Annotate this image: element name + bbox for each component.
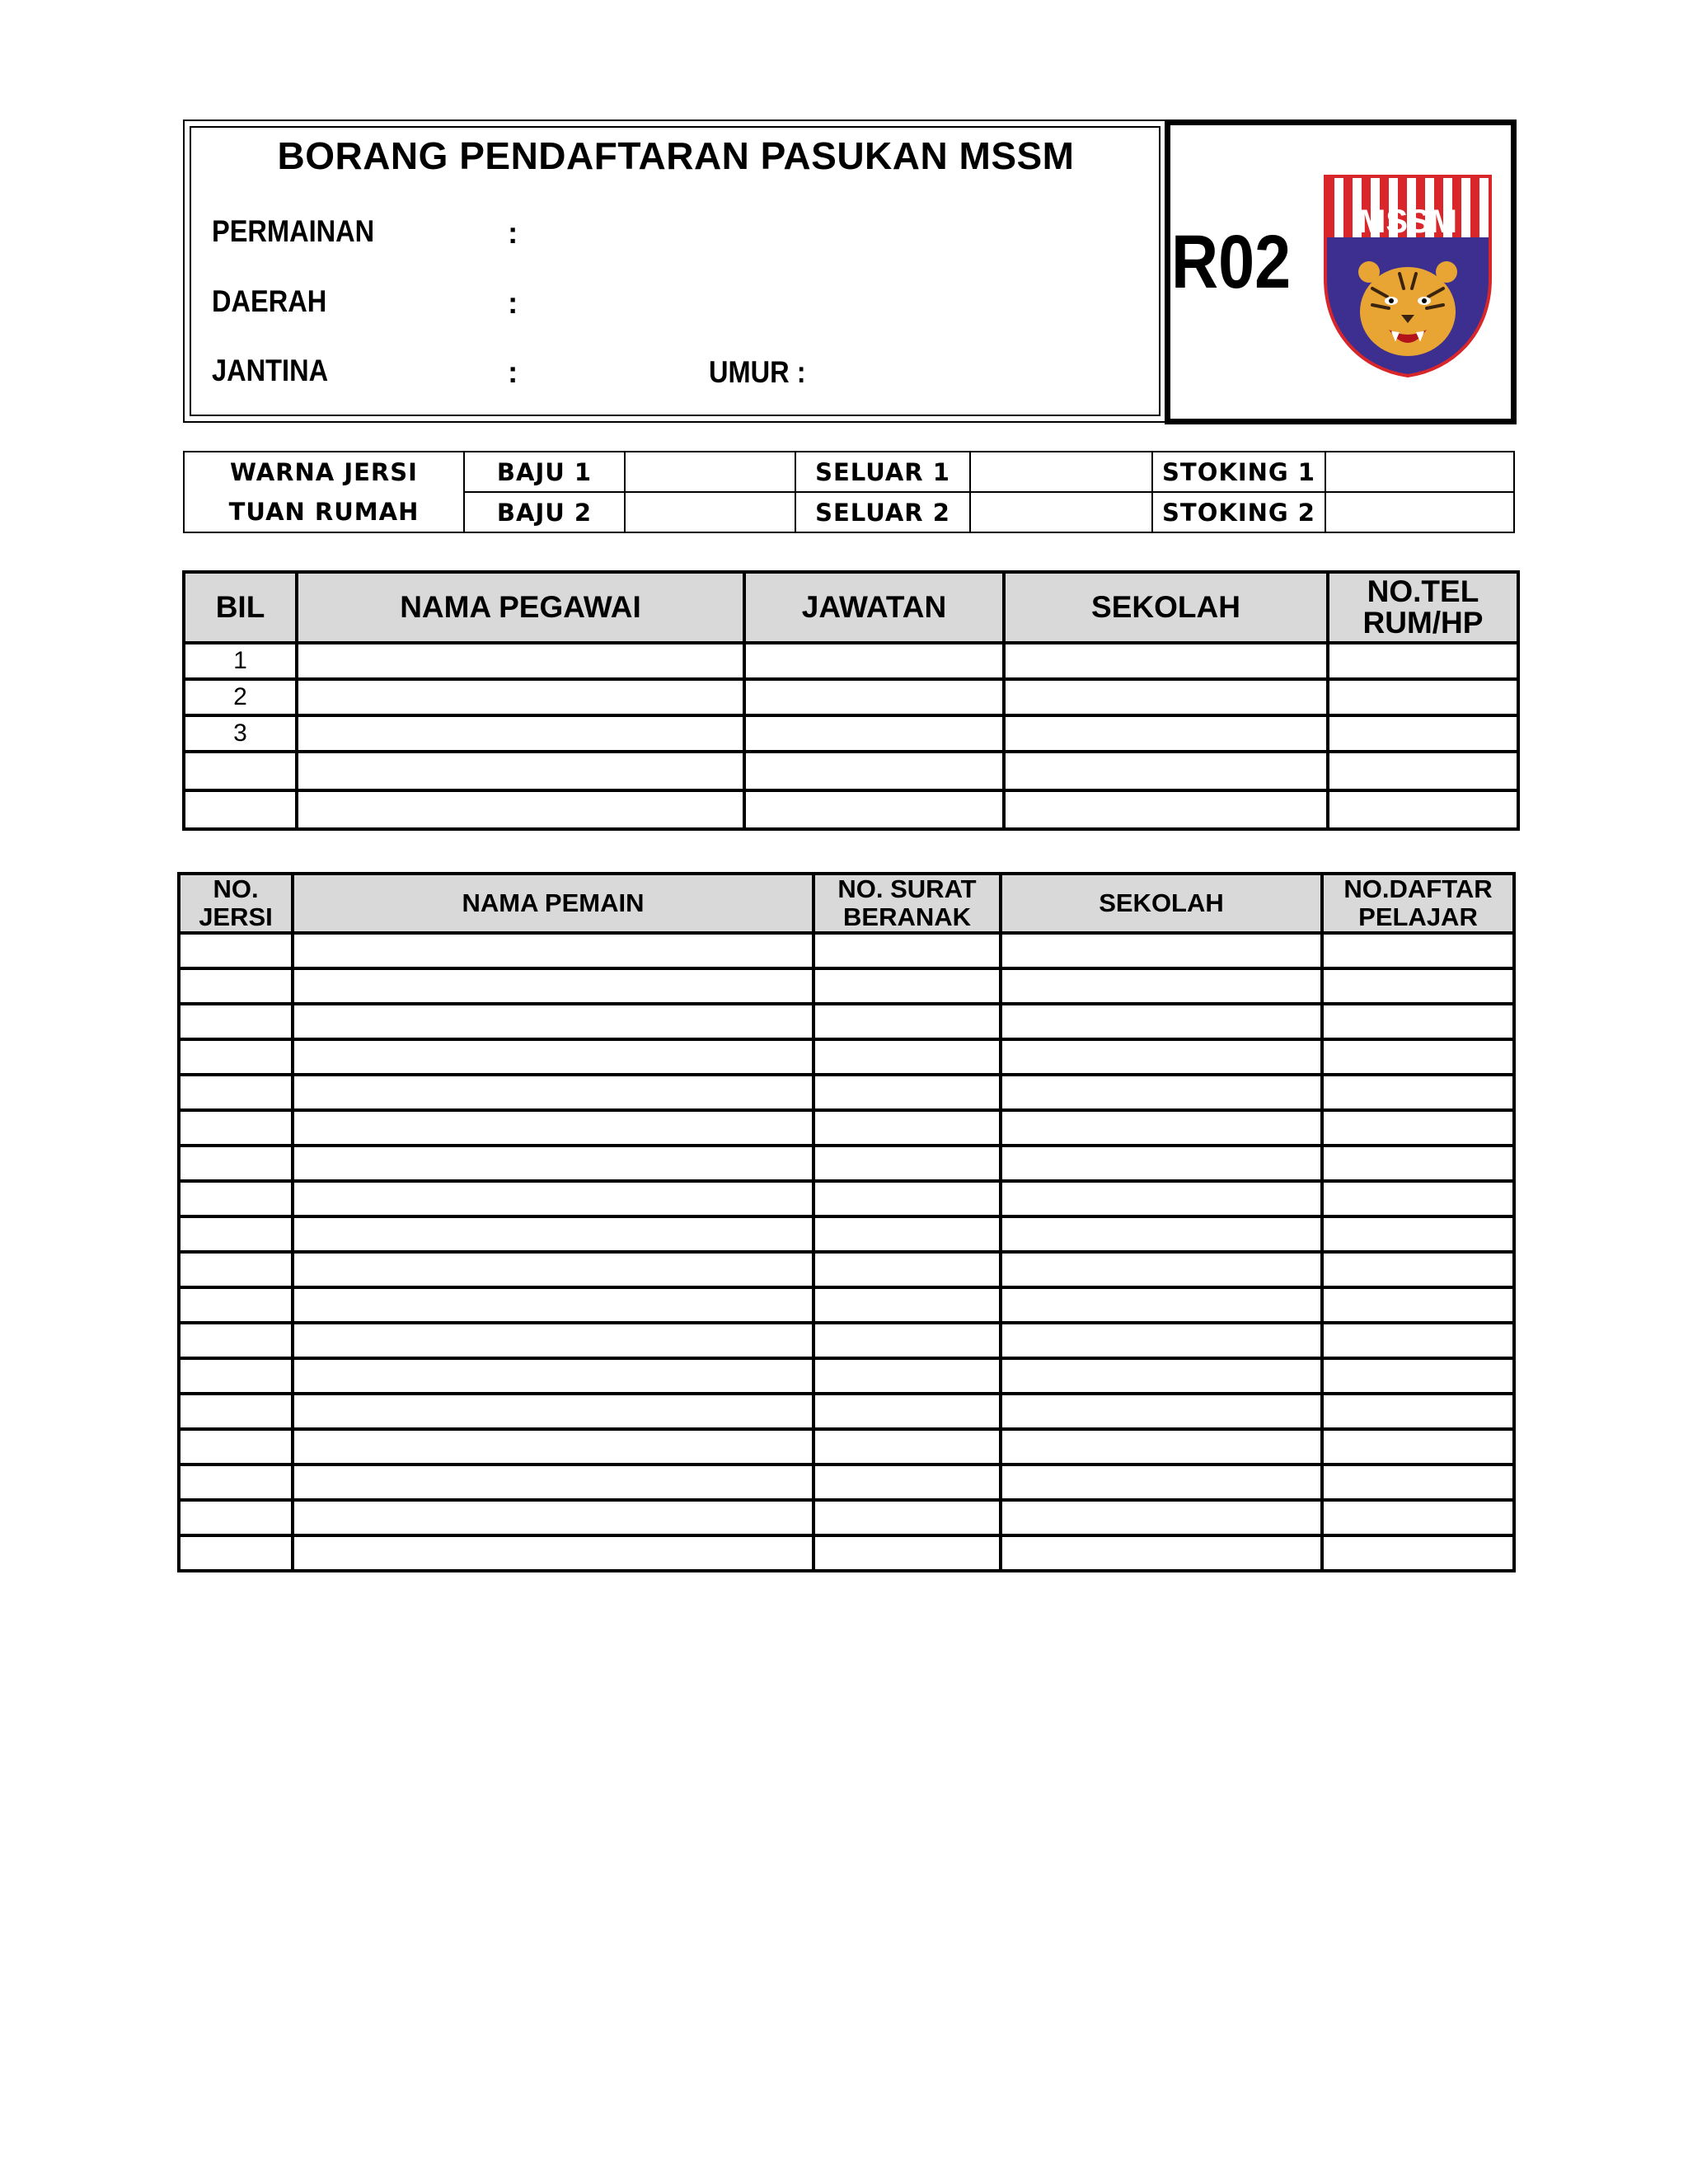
player-jersi-cell[interactable]: [179, 1110, 293, 1146]
player-surat-cell[interactable]: [814, 1075, 1001, 1110]
logo-text: MSSM: [1358, 204, 1457, 240]
player-surat-cell[interactable]: [814, 1323, 1001, 1358]
field-colon-permainan: :: [508, 216, 518, 250]
officials-header-nama: NAMA PEGAWAI: [297, 572, 744, 643]
official-jawatan-cell[interactable]: [744, 752, 1004, 790]
player-daftar-cell[interactable]: [1322, 1004, 1514, 1039]
player-surat-cell[interactable]: [814, 1039, 1001, 1075]
player-row: [179, 1075, 1514, 1110]
player-sekolah-cell[interactable]: [1001, 1358, 1322, 1394]
player-row: [179, 1500, 1514, 1535]
player-surat-cell[interactable]: [814, 1429, 1001, 1465]
player-daftar-cell[interactable]: [1322, 1465, 1514, 1500]
player-row: [179, 1181, 1514, 1216]
baju-2-value[interactable]: [625, 492, 795, 532]
player-row: [179, 1535, 1514, 1571]
player-surat-cell[interactable]: [814, 1500, 1001, 1535]
players-header-sekolah: SEKOLAH: [1001, 874, 1322, 933]
player-daftar-cell[interactable]: [1322, 1216, 1514, 1252]
player-nama-cell[interactable]: [293, 1181, 814, 1216]
player-nama-cell[interactable]: [293, 1252, 814, 1287]
player-row: [179, 1146, 1514, 1181]
player-jersi-cell[interactable]: [179, 933, 293, 968]
player-sekolah-cell[interactable]: [1001, 1500, 1322, 1535]
player-jersi-cell[interactable]: [179, 1075, 293, 1110]
player-surat-cell[interactable]: [814, 1358, 1001, 1394]
form-code: R02: [1171, 220, 1292, 304]
player-sekolah-cell[interactable]: [1001, 1146, 1322, 1181]
player-row: [179, 1287, 1514, 1323]
player-sekolah-cell[interactable]: [1001, 1535, 1322, 1571]
player-daftar-cell[interactable]: [1322, 1252, 1514, 1287]
player-daftar-cell[interactable]: [1322, 1500, 1514, 1535]
player-jersi-cell[interactable]: [179, 1287, 293, 1323]
player-sekolah-cell[interactable]: [1001, 1216, 1322, 1252]
official-notel-cell[interactable]: [1328, 790, 1518, 829]
player-sekolah-cell[interactable]: [1001, 968, 1322, 1004]
field-label-daerah: DAERAH: [212, 284, 327, 318]
player-nama-cell[interactable]: [293, 1287, 814, 1323]
official-sekolah-cell[interactable]: [1004, 752, 1328, 790]
official-sekolah-cell[interactable]: [1004, 643, 1328, 679]
officials-row: [184, 643, 1518, 679]
officials-header-jawatan: JAWATAN: [744, 572, 1004, 643]
player-row: [179, 1429, 1514, 1465]
player-row: [179, 1465, 1514, 1500]
player-nama-cell[interactable]: [293, 1429, 814, 1465]
player-nama-cell[interactable]: [293, 1075, 814, 1110]
officials-header-notel: NO.TEL RUM/HP: [1328, 572, 1518, 643]
field-label-permainan: PERMAINAN: [212, 214, 375, 248]
player-jersi-cell[interactable]: [179, 1181, 293, 1216]
baju-1-label: BAJU 1: [464, 452, 625, 492]
player-sekolah-cell[interactable]: [1001, 933, 1322, 968]
field-colon-jantina: :: [508, 355, 518, 389]
player-sekolah-cell[interactable]: [1001, 1394, 1322, 1429]
player-surat-cell[interactable]: [814, 1216, 1001, 1252]
player-daftar-cell[interactable]: [1322, 1039, 1514, 1075]
stoking-2-label: STOKING 2: [1152, 492, 1325, 532]
player-sekolah-cell[interactable]: [1001, 1323, 1322, 1358]
player-daftar-cell[interactable]: [1322, 1287, 1514, 1323]
official-jawatan-cell[interactable]: [744, 790, 1004, 829]
player-daftar-cell[interactable]: [1322, 1394, 1514, 1429]
field-label-umur: UMUR :: [709, 355, 806, 389]
official-notel-cell[interactable]: [1328, 715, 1518, 752]
player-sekolah-cell[interactable]: [1001, 1110, 1322, 1146]
official-nama-cell[interactable]: [297, 715, 744, 752]
player-jersi-cell[interactable]: [179, 1146, 293, 1181]
stoking-2-value[interactable]: [1325, 492, 1514, 532]
player-sekolah-cell[interactable]: [1001, 1252, 1322, 1287]
player-nama-cell[interactable]: [293, 968, 814, 1004]
player-surat-cell[interactable]: [814, 1465, 1001, 1500]
field-colon-daerah: :: [508, 286, 518, 320]
player-sekolah-cell[interactable]: [1001, 1429, 1322, 1465]
player-surat-cell[interactable]: [814, 1004, 1001, 1039]
officials-table: [182, 570, 1520, 831]
officials-header-row: [184, 572, 1518, 643]
official-bil: 2: [184, 679, 297, 715]
player-nama-cell[interactable]: [293, 1216, 814, 1252]
jersey-color-table: [183, 451, 1515, 533]
player-daftar-cell[interactable]: [1322, 1429, 1514, 1465]
player-surat-cell[interactable]: [814, 1146, 1001, 1181]
player-jersi-cell[interactable]: [179, 1429, 293, 1465]
player-nama-cell[interactable]: [293, 1465, 814, 1500]
officials-row: [184, 752, 1518, 790]
baju-1-value[interactable]: [625, 452, 795, 492]
officials-row: [184, 715, 1518, 752]
players-body: [179, 933, 1514, 1571]
officials-header-sekolah: SEKOLAH: [1004, 572, 1328, 643]
stoking-1-value[interactable]: [1325, 452, 1514, 492]
player-jersi-cell[interactable]: [179, 1039, 293, 1075]
official-jawatan-cell[interactable]: [744, 715, 1004, 752]
player-nama-cell[interactable]: [293, 933, 814, 968]
player-row: [179, 968, 1514, 1004]
player-daftar-cell[interactable]: [1322, 1358, 1514, 1394]
player-sekolah-cell[interactable]: [1001, 1039, 1322, 1075]
official-bil: 1: [184, 643, 297, 679]
player-surat-cell[interactable]: [814, 1110, 1001, 1146]
player-daftar-cell[interactable]: [1322, 1181, 1514, 1216]
player-jersi-cell[interactable]: [179, 1465, 293, 1500]
player-sekolah-cell[interactable]: [1001, 1075, 1322, 1110]
player-jersi-cell[interactable]: [179, 1394, 293, 1429]
player-jersi-cell[interactable]: [179, 1500, 293, 1535]
official-notel-cell[interactable]: [1328, 679, 1518, 715]
player-nama-cell[interactable]: [293, 1535, 814, 1571]
player-jersi-cell[interactable]: [179, 1535, 293, 1571]
form-title: BORANG PENDAFTARAN PASUKAN MSSM: [277, 134, 1075, 177]
official-nama-cell[interactable]: [297, 679, 744, 715]
player-row: [179, 1252, 1514, 1287]
player-surat-cell[interactable]: [814, 1252, 1001, 1287]
field-label-jantina: JANTINA: [212, 354, 329, 387]
baju-2-label: BAJU 2: [464, 492, 625, 532]
seluar-1-label: SELUAR 1: [795, 452, 970, 492]
official-jawatan-cell[interactable]: [744, 679, 1004, 715]
player-row: [179, 1358, 1514, 1394]
player-nama-cell[interactable]: [293, 1146, 814, 1181]
player-sekolah-cell[interactable]: [1001, 1181, 1322, 1216]
player-daftar-cell[interactable]: [1322, 968, 1514, 1004]
player-row: [179, 1323, 1514, 1358]
player-surat-cell[interactable]: [814, 1535, 1001, 1571]
jersey-row-1: [184, 452, 1514, 492]
player-nama-cell[interactable]: [293, 1039, 814, 1075]
player-nama-cell[interactable]: [293, 1323, 814, 1358]
player-sekolah-cell[interactable]: [1001, 1287, 1322, 1323]
official-bil: [184, 790, 297, 829]
player-surat-cell[interactable]: [814, 1181, 1001, 1216]
players-table: [177, 872, 1516, 1572]
official-bil: [184, 752, 297, 790]
player-nama-cell[interactable]: [293, 1394, 814, 1429]
player-jersi-cell[interactable]: [179, 1004, 293, 1039]
official-sekolah-cell[interactable]: [1004, 715, 1328, 752]
officials-row: [184, 679, 1518, 715]
player-jersi-cell[interactable]: [179, 1216, 293, 1252]
player-row: [179, 1004, 1514, 1039]
player-jersi-cell[interactable]: [179, 968, 293, 1004]
player-surat-cell[interactable]: [814, 1394, 1001, 1429]
players-header-row: [179, 874, 1514, 933]
player-daftar-cell[interactable]: [1322, 1323, 1514, 1358]
mssm-logo: [1321, 173, 1494, 379]
player-jersi-cell[interactable]: [179, 1252, 293, 1287]
player-jersi-cell[interactable]: [179, 1323, 293, 1358]
official-jawatan-cell[interactable]: [744, 643, 1004, 679]
official-notel-cell[interactable]: [1328, 643, 1518, 679]
official-nama-cell[interactable]: [297, 643, 744, 679]
players-header-nojersi: NO. JERSI: [179, 874, 293, 933]
player-row: [179, 1216, 1514, 1252]
official-sekolah-cell[interactable]: [1004, 679, 1328, 715]
player-jersi-cell[interactable]: [179, 1358, 293, 1394]
player-surat-cell[interactable]: [814, 1287, 1001, 1323]
player-surat-cell[interactable]: [814, 968, 1001, 1004]
player-row: [179, 1110, 1514, 1146]
players-header-nama: NAMA PEMAIN: [293, 874, 814, 933]
player-row: [179, 1394, 1514, 1429]
player-nama-cell[interactable]: [293, 1358, 814, 1394]
players-header-surat: NO. SURAT BERANAK: [814, 874, 1001, 933]
player-daftar-cell[interactable]: [1322, 1075, 1514, 1110]
official-nama-cell[interactable]: [297, 752, 744, 790]
player-sekolah-cell[interactable]: [1001, 1004, 1322, 1039]
seluar-2-value[interactable]: [970, 492, 1152, 532]
players-header-daftar: NO.DAFTAR PELAJAR: [1322, 874, 1514, 933]
player-daftar-cell[interactable]: [1322, 1110, 1514, 1146]
seluar-2-label: SELUAR 2: [795, 492, 970, 532]
officials-row: [184, 790, 1518, 829]
jersey-label-warna: WARNA JERSI: [184, 452, 464, 492]
official-notel-cell[interactable]: [1328, 752, 1518, 790]
official-nama-cell[interactable]: [297, 790, 744, 829]
player-nama-cell[interactable]: [293, 1004, 814, 1039]
player-sekolah-cell[interactable]: [1001, 1465, 1322, 1500]
stoking-1-label: STOKING 1: [1152, 452, 1325, 492]
player-daftar-cell[interactable]: [1322, 1535, 1514, 1571]
jersey-row-2: [184, 492, 1514, 532]
officials-header-bil: BIL: [184, 572, 297, 643]
player-row: [179, 933, 1514, 968]
player-nama-cell[interactable]: [293, 1500, 814, 1535]
seluar-1-value[interactable]: [970, 452, 1152, 492]
jersey-label-tuan-rumah: TUAN RUMAH: [184, 492, 464, 532]
player-nama-cell[interactable]: [293, 1110, 814, 1146]
player-daftar-cell[interactable]: [1322, 933, 1514, 968]
official-bil: 3: [184, 715, 297, 752]
player-surat-cell[interactable]: [814, 933, 1001, 968]
official-sekolah-cell[interactable]: [1004, 790, 1328, 829]
player-daftar-cell[interactable]: [1322, 1146, 1514, 1181]
player-row: [179, 1039, 1514, 1075]
